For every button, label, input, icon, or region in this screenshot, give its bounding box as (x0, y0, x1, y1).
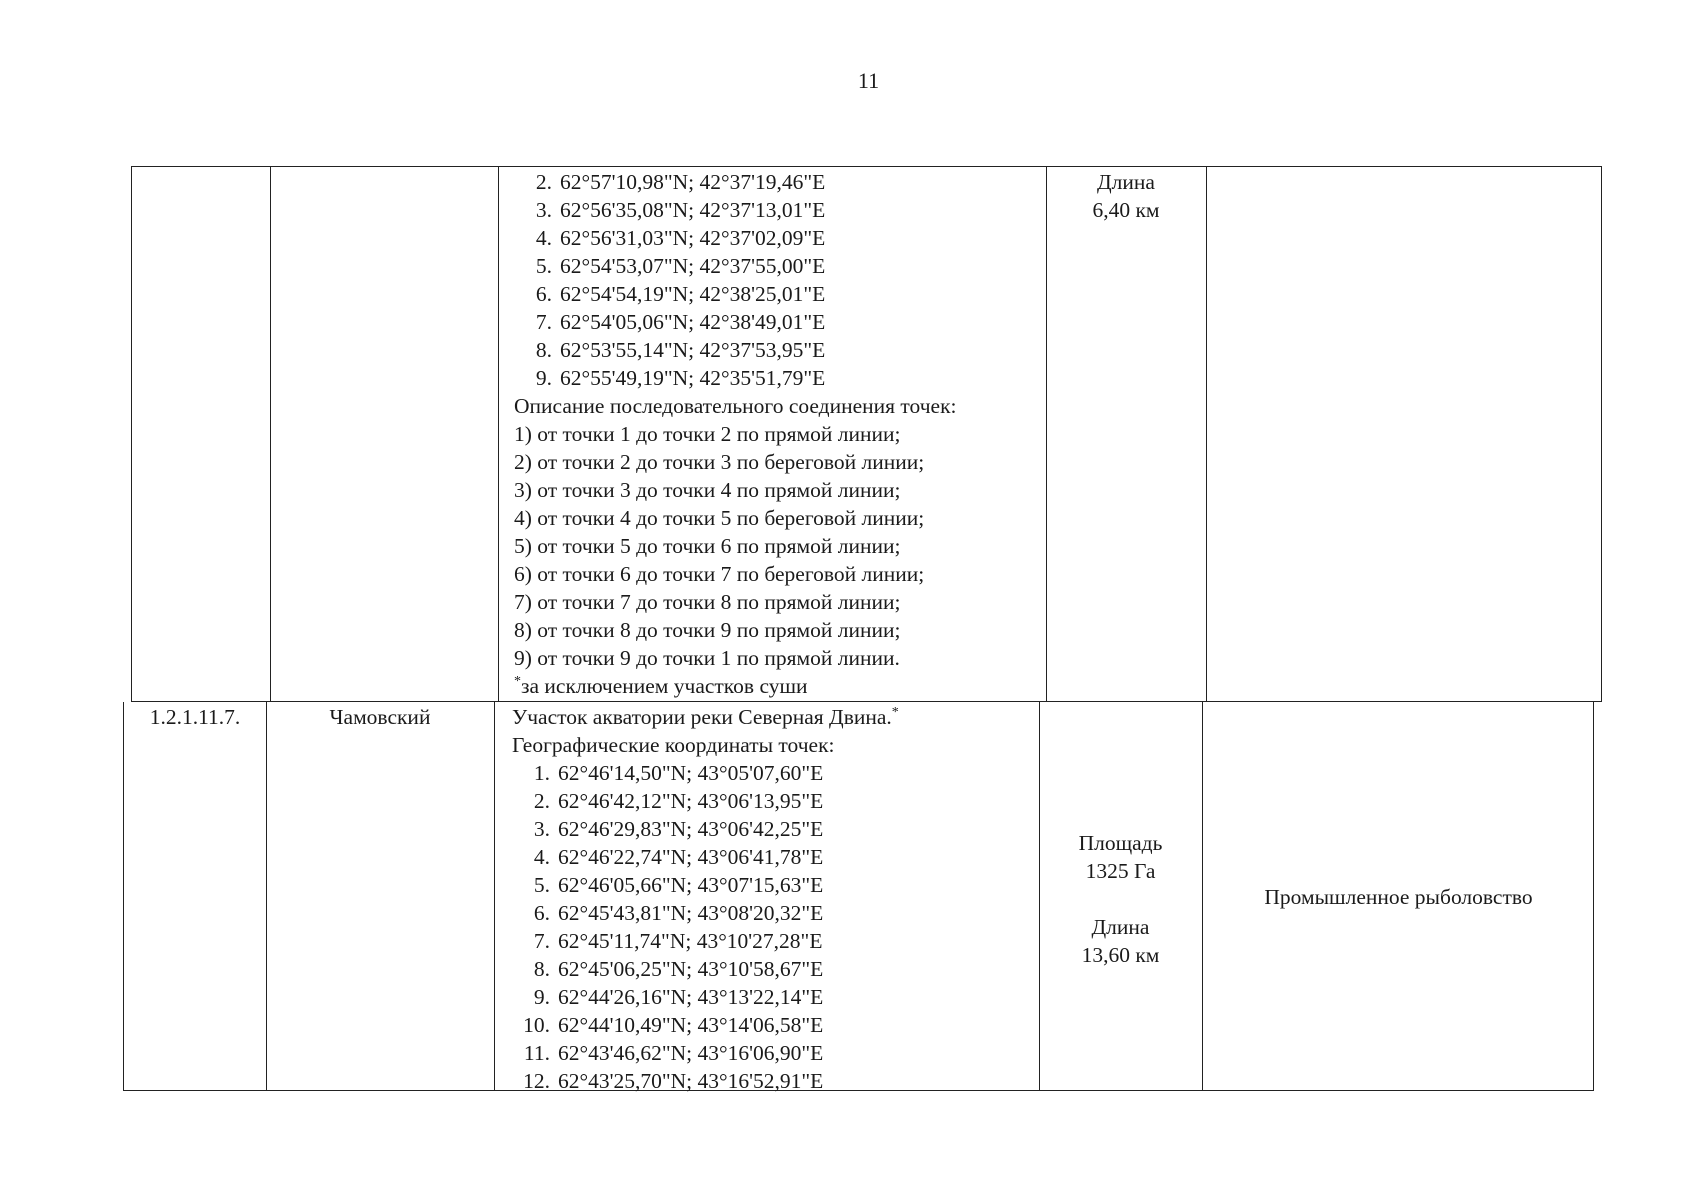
length-value: 6,40 км (1092, 198, 1160, 222)
coordinate-value: 62°56'31,03"N; 42°37'02,09"E (560, 226, 826, 250)
length-label: Длина (1097, 170, 1155, 194)
coordinate-item (512, 815, 899, 843)
column-divider (270, 167, 271, 701)
coordinate-number: 9. (535, 366, 552, 390)
connection-item: 5) от точки 5 до точки 6 по прямой линии; (514, 534, 901, 558)
coordinate-number: 7. (535, 310, 552, 334)
coordinate-item (514, 224, 956, 252)
coordinate-item (512, 843, 899, 871)
coordinate-number: 6. (535, 282, 552, 306)
coordinate-number: 2. (533, 789, 550, 813)
column-divider (1206, 167, 1207, 701)
connections-list (514, 420, 956, 672)
coordinate-value: 62°45'06,25"N; 43°10'58,67"E (558, 957, 824, 981)
coordinate-number: 5. (535, 254, 552, 278)
coordinate-item (512, 955, 899, 983)
coordinate-value: 62°46'14,50"N; 43°05'07,60"E (558, 761, 824, 785)
connection-item: 4) от точки 4 до точки 5 по береговой линии; (514, 506, 925, 530)
measurements-cell (1039, 829, 1202, 969)
connection-item: 6) от точки 6 до точки 7 по береговой линии; (514, 562, 925, 586)
length-cell (1046, 168, 1206, 224)
coordinate-item (514, 168, 956, 196)
coordinate-number: 1. (533, 761, 550, 785)
boundary-description (512, 703, 899, 1095)
coordinate-number: 10. (523, 1013, 550, 1037)
coordinate-number: 3. (533, 817, 550, 841)
coordinate-number: 11. (523, 1041, 550, 1065)
area-label: Площадь (1078, 831, 1163, 855)
coordinate-item (514, 364, 956, 392)
coordinate-item (512, 1067, 899, 1095)
coordinate-item (512, 759, 899, 787)
coordinate-number: 8. (535, 338, 552, 362)
area-description: Участок акватории реки Северная Двина.* (512, 704, 899, 729)
connection-heading: Описание последовательного соединения точек: (514, 394, 957, 418)
coordinate-value: 62°54'53,07"N; 42°37'55,00"E (560, 254, 826, 278)
connection-item: 2) от точки 2 до точки 3 по береговой линии; (514, 450, 925, 474)
coordinate-value: 62°54'05,06"N; 42°38'49,01"E (560, 310, 826, 334)
coordinate-value: 62°45'43,81"N; 43°08'20,32"E (558, 901, 824, 925)
footnote-mark: * (514, 673, 521, 689)
coordinate-number: 5. (533, 873, 550, 897)
coordinate-value: 62°56'35,08"N; 42°37'13,01"E (560, 198, 826, 222)
footnote (514, 672, 956, 700)
connection-item: 9) от точки 9 до точки 1 по прямой линии. (514, 646, 900, 670)
fishing-purpose: Промышленное рыболовство (1264, 885, 1533, 909)
coordinate-value: 62°43'25,70"N; 43°16'52,91"E (558, 1069, 824, 1093)
coordinate-number: 2. (535, 170, 552, 194)
coordinate-item (512, 927, 899, 955)
area-value: 1325 Га (1085, 859, 1156, 883)
coordinate-value: 62°46'05,66"N; 43°07'15,63"E (558, 873, 824, 897)
coordinate-number: 4. (533, 845, 550, 869)
coordinate-value: 62°54'54,19"N; 42°38'25,01"E (560, 282, 826, 306)
coordinate-value: 62°46'22,74"N; 43°06'41,78"E (558, 845, 824, 869)
coordinates-list (514, 168, 956, 392)
coordinate-item (512, 1039, 899, 1067)
coordinate-value: 62°57'10,98"N; 42°37'19,46"E (560, 170, 826, 194)
coordinates-heading: Географические координаты точек: (512, 733, 835, 757)
coordinate-number: 9. (533, 985, 550, 1009)
coordinate-item (512, 983, 899, 1011)
coordinate-item (512, 899, 899, 927)
site-name: Чамовский (329, 705, 431, 729)
coordinate-item (512, 871, 899, 899)
coordinate-number: 12. (523, 1069, 550, 1093)
coordinate-item (514, 252, 956, 280)
table-row-chamovsky (123, 702, 1594, 1091)
coordinate-value: 62°53'55,14"N; 42°37'53,95"E (560, 338, 826, 362)
table-row-continued (131, 166, 1602, 702)
coordinate-number: 8. (533, 957, 550, 981)
coordinate-value: 62°55'49,19"N; 42°35'51,79"E (560, 366, 826, 390)
connection-item: 3) от точки 3 до точки 4 по прямой линии; (514, 478, 901, 502)
coordinate-value: 62°46'42,12"N; 43°06'13,95"E (558, 789, 824, 813)
coordinate-number: 4. (535, 226, 552, 250)
coordinate-value: 62°44'10,49"N; 43°14'06,58"E (558, 1013, 824, 1037)
footnote-text: за исключением участков суши (521, 674, 808, 698)
coordinate-item (512, 787, 899, 815)
column-divider (266, 702, 267, 1090)
connection-item: 1) от точки 1 до точки 2 по прямой линии; (514, 422, 901, 446)
coordinate-item (514, 308, 956, 336)
column-divider (498, 167, 499, 701)
coordinate-value: 62°45'11,74"N; 43°10'27,28"E (558, 929, 823, 953)
length-label: Длина (1091, 915, 1150, 939)
coordinate-item (512, 1011, 899, 1039)
connection-item: 8) от точки 8 до точки 9 по прямой линии; (514, 618, 901, 642)
description-mark: * (891, 704, 899, 720)
coordinate-number: 6. (533, 901, 550, 925)
coordinate-item (514, 280, 956, 308)
coordinate-item (514, 196, 956, 224)
coordinate-value: 62°43'46,62"N; 43°16'06,90"E (558, 1041, 824, 1065)
row-number: 1.2.1.11.7. (149, 705, 241, 729)
length-value: 13,60 км (1081, 943, 1160, 967)
connection-item: 7) от точки 7 до точки 8 по прямой линии; (514, 590, 901, 614)
coordinate-item (514, 336, 956, 364)
page-number: 11 (857, 68, 880, 93)
coordinate-number: 3. (535, 198, 552, 222)
coordinates-list (512, 759, 899, 1095)
column-divider (1046, 167, 1047, 701)
coordinate-number: 7. (533, 929, 550, 953)
coordinate-value: 62°44'26,16"N; 43°13'22,14"E (558, 985, 824, 1009)
coordinate-value: 62°46'29,83"N; 43°06'42,25"E (558, 817, 824, 841)
boundary-description (514, 168, 956, 700)
column-divider (494, 702, 495, 1090)
